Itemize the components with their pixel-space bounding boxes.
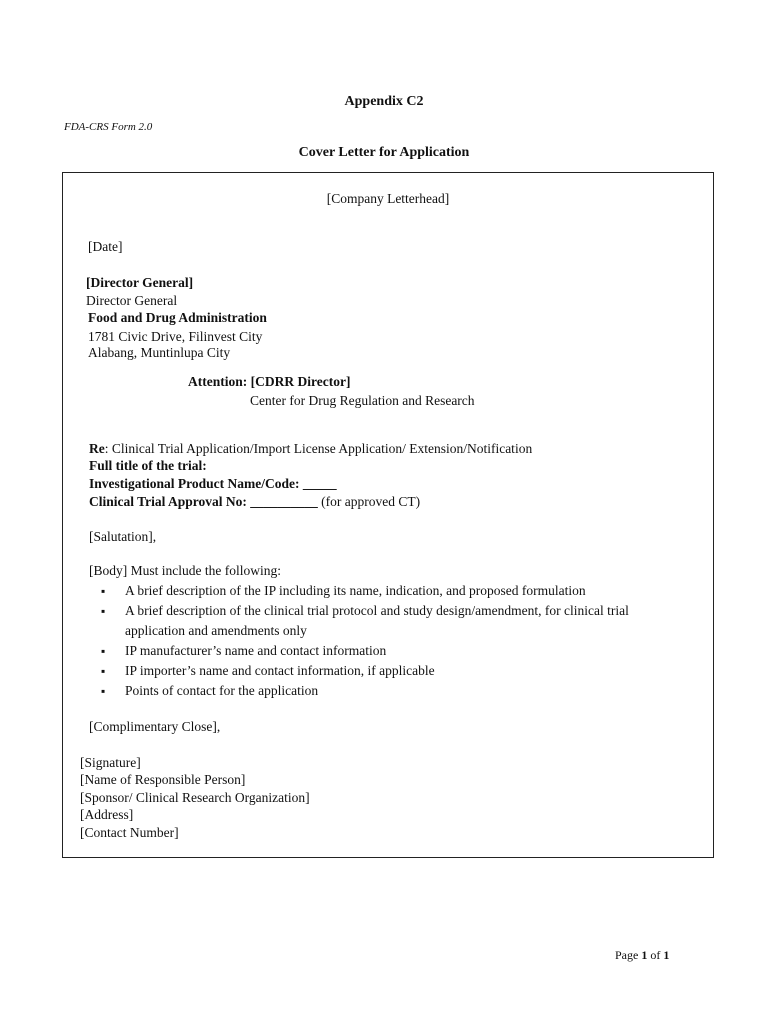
date-placeholder: [Date]	[88, 239, 123, 254]
salutation: [Salutation],	[89, 529, 157, 544]
contact-number-placeholder: [Contact Number]	[80, 825, 179, 840]
re-label: Re	[89, 441, 105, 456]
product-line	[89, 475, 337, 492]
page-total: 1	[663, 948, 670, 962]
full-title-label: Full title of the trial:	[89, 458, 207, 473]
re-text: : Clinical Trial Application/Import License Application/ Extension/Notification	[104, 441, 533, 456]
address-placeholder: [Address]	[80, 807, 134, 822]
address-line-2: Alabang, Muntinlupa City	[88, 345, 231, 360]
product-blank: _____	[299, 476, 337, 491]
list-item: ▪ Points of contact for the application	[99, 681, 665, 701]
company-letterhead: [Company Letterhead]	[326, 191, 450, 206]
approval-note: (for approved CT)	[317, 494, 421, 509]
page-word: Page	[615, 948, 639, 962]
approval-label: Clinical Trial Approval No:	[89, 494, 247, 509]
product-label: Investigational Product Name/Code:	[89, 476, 300, 491]
responsible-person-placeholder: [Name of Responsible Person]	[80, 772, 246, 787]
page-number	[615, 948, 669, 963]
list-item: ▪ A brief description of the IP including its name, indication, and proposed formulation	[99, 581, 665, 601]
form-code: FDA-CRS Form 2.0	[64, 121, 153, 133]
document-title: Cover Letter for Application	[298, 145, 470, 160]
sponsor-placeholder: [Sponsor/ Clinical Research Organization]	[80, 790, 310, 805]
list-item: ▪ A brief description of the clinical trial protocol and study design/amendment, for clinical trial application and amendments only	[99, 601, 665, 641]
attention-line: Attention: [CDRR Director]	[188, 374, 351, 389]
page-of: of	[650, 948, 661, 962]
address-line-1: 1781 Civic Drive, Filinvest City	[88, 329, 263, 344]
cover-letter-template-box	[62, 172, 714, 858]
complimentary-close: [Complimentary Close],	[89, 719, 221, 734]
appendix-heading: Appendix C2	[344, 94, 424, 109]
page-current: 1	[641, 948, 648, 962]
list-item: ▪ IP importer’s name and contact information, if applicable	[99, 661, 665, 681]
body-intro: [Body] Must include the following:	[89, 563, 281, 578]
recipient-agency: Food and Drug Administration	[88, 310, 267, 325]
signature-placeholder: [Signature]	[80, 755, 141, 770]
approval-line	[89, 493, 420, 510]
recipient-position: Director General	[86, 293, 178, 308]
approval-blank: __________	[246, 494, 318, 509]
attention-center: Center for Drug Regulation and Research	[250, 393, 475, 408]
list-item: ▪ IP manufacturer’s name and contact information	[99, 641, 665, 661]
body-requirements-list	[99, 581, 665, 701]
re-line	[89, 440, 532, 457]
recipient-name: [Director General]	[86, 275, 194, 290]
